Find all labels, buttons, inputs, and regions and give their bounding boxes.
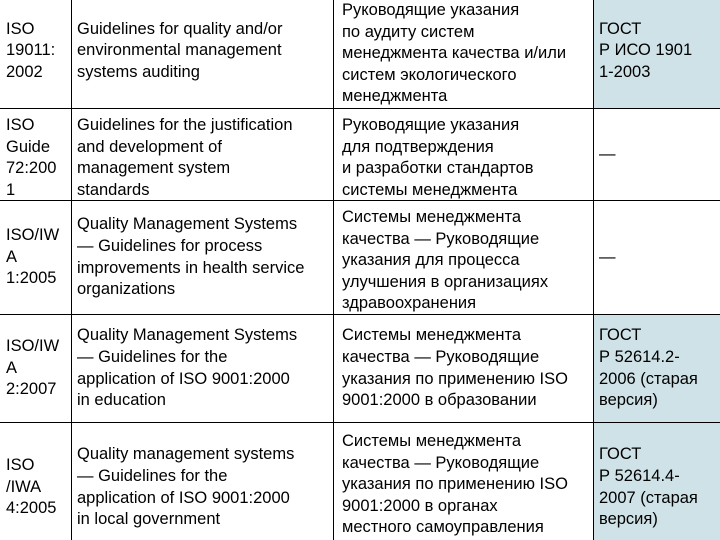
row-3-title-ru: Системы менеджмента качества — Руководящие указания для процесса улучшения в организациях здравоохранения (334, 201, 594, 315)
row-2-title-ru: Руководящие указания для подтверждения и разработки стандартов системы менеджмента (334, 109, 594, 201)
row-1-gost: ГОСТ Р ИСО 1901 1-2003 (594, 0, 720, 109)
row-4-title-ru: Системы менеджмента качества — Руководящие указания по применению ISO 9001:2000 в образовании (334, 315, 594, 423)
row-5-gost: ГОСТ Р 52614.4- 2007 (старая версия) (594, 423, 720, 540)
row-1-code: ISO 19011: 2002 (0, 0, 72, 109)
row-2-gost: — (594, 109, 720, 201)
row-4-title-en: Quality Management Systems — Guidelines for the application of ISO 9001:2000 in education (72, 315, 334, 423)
row-3-code: ISO/IW A 1:2005 (0, 201, 72, 315)
row-3-gost: — (594, 201, 720, 315)
row-3-title-en: Quality Management Systems — Guidelines for process improvements in health service organizations (72, 201, 334, 315)
row-5-title-ru: Системы менеджмента качества — Руководящие указания по применению ISO 9001:2000 в органах местного самоуправления (334, 423, 594, 540)
row-2-code: ISO Guide 72:200 1 (0, 109, 72, 201)
row-5-title-en: Quality management systems — Guidelines for the application of ISO 9001:2000 in local government (72, 423, 334, 540)
row-4-code: ISO/IW A 2:2007 (0, 315, 72, 423)
row-1-title-en: Guidelines for quality and/or environmental management systems auditing (72, 0, 334, 109)
row-5-code: ISO /IWA 4:2005 (0, 423, 72, 540)
row-1-title-ru: Руководящие указания по аудиту систем менеджмента качества и/или систем экологического менеджмента (334, 0, 594, 109)
row-2-title-en: Guidelines for the justification and development of management system standards (72, 109, 334, 201)
row-4-gost: ГОСТ Р 52614.2- 2006 (старая версия) (594, 315, 720, 423)
